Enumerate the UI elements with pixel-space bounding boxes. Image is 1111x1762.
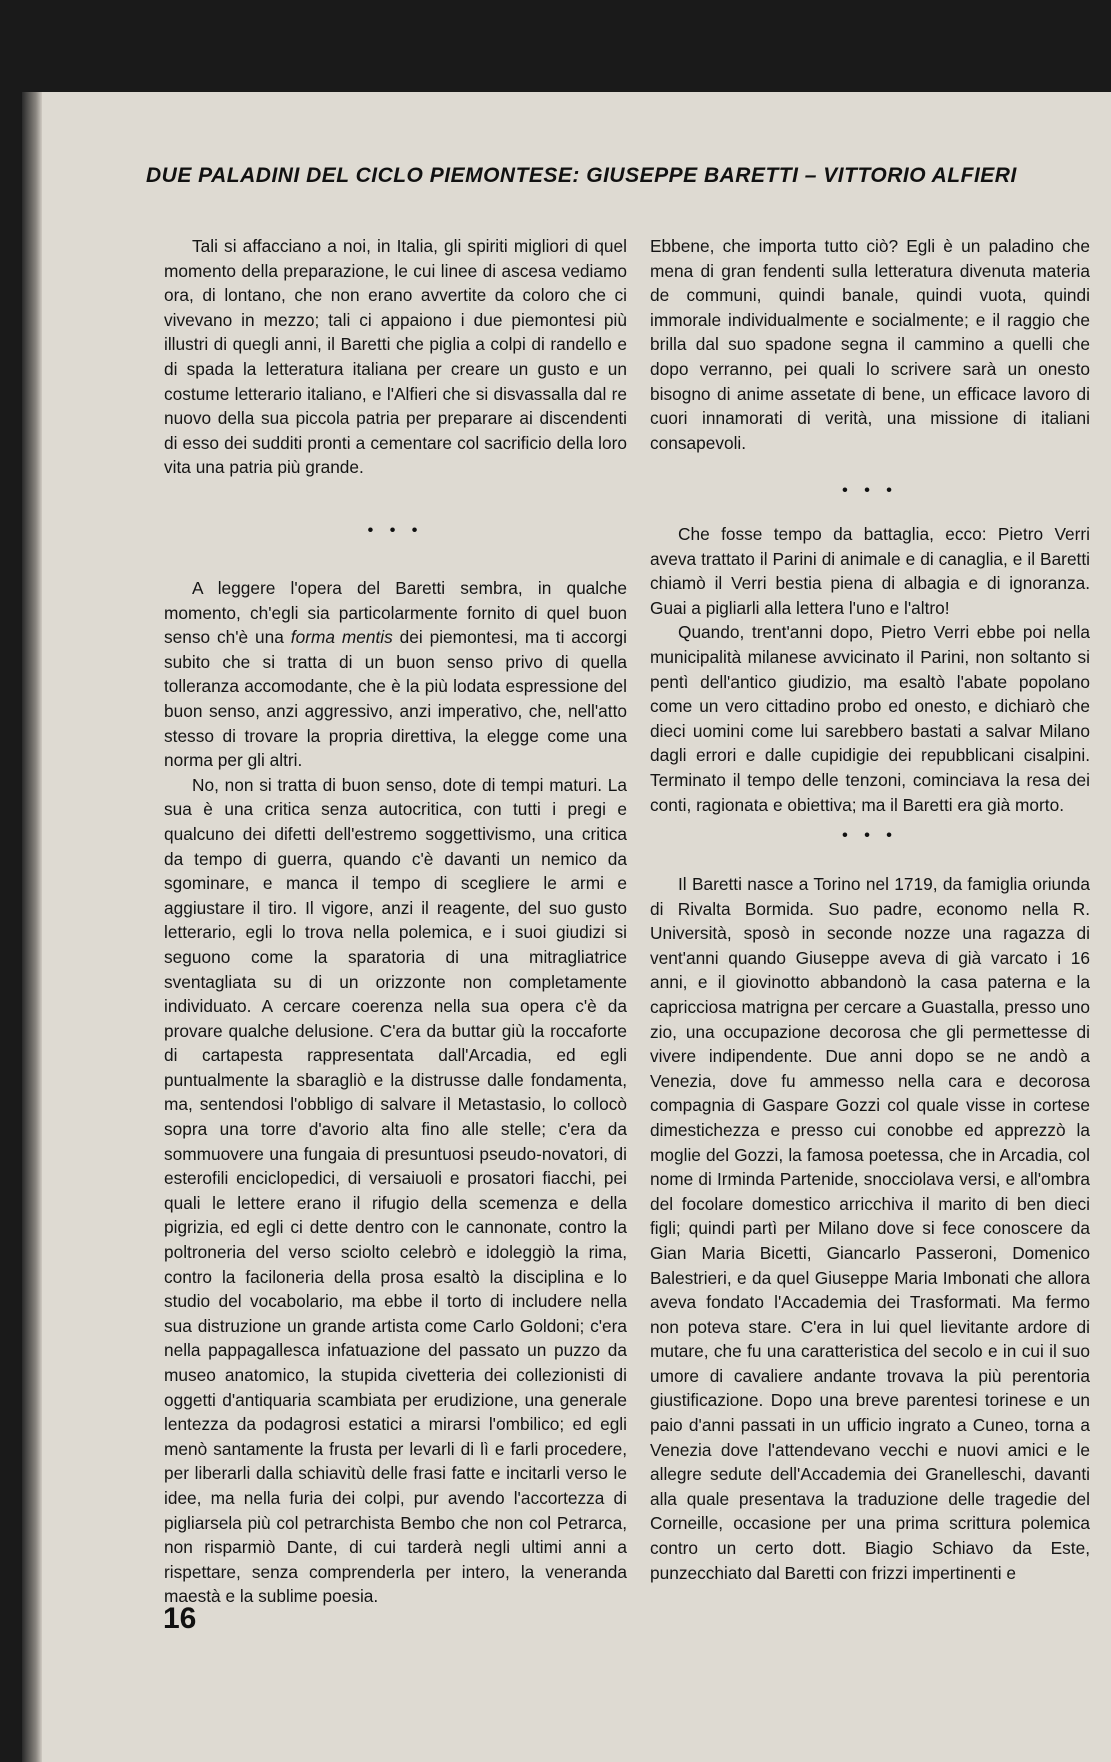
paragraph: No, non si tratta di buon senso, dote di tempi maturi. La sua è una critica senza autocritica, con tutti i pregi e qualcuno dei difetti dell'estremo soggettivismo, una critica da tempo di guerra, quando c'è davanti un nemico da sgominare, e manca il tempo di scegliere le armi e aggiustare il tiro. Il vigore, anzi il reagente, del suo gusto letterario, egli lo trova nella polemica, e i suoi giudizi si seguono come la sparatoria di una mitragliatrice sventagliata su di un orizzonte non completamente individuato. A cercare coerenza nella sua opera c'è da provare qualche delusione. C'era da buttar giù la roccaforte di cartapesta rappresentata dall'Arcadia, ed egli puntualmente la sbaragliò e la distrusse dalle fondamenta, ma, sentendosi l'obbligo di salvare il Metastasio, lo collocò sopra una torre d'avorio alta fino alle stelle; c'era da sommuovere una fungaia di presuntuosi pseudo-novatori, di esterofili enciclopedici, di versaiuoli e prosatori fiacchi, pei quali le lettere erano il rifugio della scemenza e della pigrizia, ed egli ci dette dentro con le cannonate, contro la poltroneria del verso sciolto celebrò e idoleggiò la rima, contro la faciloneria della prosa esaltò la disciplina e lo studio del vocabolario, ma ebbe il torto di includere nella sua distruzione un grande artista come Carlo Goldoni; c'era nella pappagallesca infatuazione del passato un puzzo da museo anatomico, la stupida civetteria dei collezionisti di oggetti d'antiquaria scambiata per erudizione, una generale lentezza da podagrosi estatici a mirarsi l'ombilico; ed egli menò santamente la frusta per levarli di lì e farli procedere, per liberarli dalla schiavitù delle frasi fatte e incitarli verso le idee, ma nella furia dei colpi, pur avendo l'accortezza di pigliarsela più col petrarchista Bembo che non col Petrarca, non risparmiò Dante, di cui tarderà negli ultimi anni a rispettare, senza comprenderla per intero, la veneranda maestà e la sublime poesia. [164, 774, 627, 1607]
right-column-bottom [650, 872, 1090, 1585]
paragraph: Che fosse tempo da battaglia, ecco: Pietro Verri aveva trattato il Parini di animale e di canaglia, e il Baretti chiamò il Verri bestia piena di albagia e di ignoranza. Guai a pigliarli alla lettera l'uno e l'altro! [650, 524, 1090, 618]
left-column-main [164, 576, 627, 1609]
paragraph: Il Baretti nasce a Torino nel 1719, da famiglia oriunda di Rivalta Bormida. Suo padre, economo nella R. Università, sposò in seconde nozze una ragazza di vent'anni quando Giuseppe aveva di già varcato i 16 anni, e il giovinotto abbandonò la casa paterna e la capricciosa matrigna per cercare a Guastalla, presso uno zio, una occupazione decorosa che gli permettesse di vivere indipendente. Due anni dopo se ne andò a Venezia, dove fu ammesso nella cara e decorosa compagnia di Gaspare Gozzi col quale visse in cortese dimestichezza e presso cui conobbe ed apprezzò la moglie del Gozzi, la famosa poetessa, che in Arcadia, col nome di Irminda Partenide, snocciolava versi, e all'ombra del focolare domestico arricchiva il marito di ben dieci figli; quindi partì per Milano dove si fece conoscere da Gian Maria Bicetti, Giancarlo Passeroni, Domenico Balestrieri, e da quel Giuseppe Maria Imbonati che allora aveva fondato l'Accademia dei Trasformati. Ma fermo non poteva stare. C'era in lui quel lievitante ardore di mutare, che fu una caratteristica del secolo e in cui il suo umore di cavaliere andante trovava la più perentoria giustificazione. Dopo una breve parentesi torinese e un paio d'anni passati in un ufficio ingrato a Cuneo, torna a Venezia dove l'attendevano vecchi e nuovi amici e le allegre sedute dell'Accademia dei Granelleschi, davanti alla quale presentava la traduzione delle tragedie del Corneille, occasione per una prima scrittura polemica contro un certo dott. Biagio Schiavo da Este, punzecchiato dal Baretti con frizzi impertinenti e [650, 874, 1090, 1583]
book-page [22, 92, 1111, 1762]
section-separator: • • • [842, 482, 898, 499]
paragraph: Ebbene, che importa tutto ciò? Egli è un paladino che mena di gran fendenti sulla letteratura divenuta materia de communi, quindi banale, quindi vuota, quindi immorale individualmente e socialmente; e il raggio che brilla dal suo spadone segna il cammino a quelli che dopo verranno, pei quali lo scrivere sarà un onesto bisogno di anime assetate di bene, un efficace lavoro di cuori innamorati di verità, una missione di italiani consapevoli. [650, 236, 1090, 453]
paragraph: Quando, trent'anni dopo, Pietro Verri ebbe poi nella municipalità milanese avvicinato il Parini, non soltanto si pentì dell'antico giudizio, ma esaltò l'abate popolano come un vero cittadino probo ed onesto, e dichiarò che dieci uomini come lui sarebbero bastati a salvar Milano dagli errori e dalle cupidigie dei repubblicani cisalpini. Terminato il tempo delle tenzoni, cominciava la resa dei conti, ragionata e obiettiva; ma il Baretti era già morto. [650, 622, 1090, 815]
section-separator: • • • [367, 522, 424, 539]
page-number: 16 [163, 1602, 197, 1635]
section-separator: • • • [842, 827, 898, 844]
right-column-top [650, 234, 1090, 455]
paragraph: Tali si affacciano a noi, in Italia, gli spiriti migliori di quel momento della preparazione, le cui linee di ascesa vediamo ora, di lontano, che non erano avvertite da coloro che ci vivevano in mezzo; tali ci appaiono i due piemontesi più illustri di quegli anni, il Baretti che piglia a colpi di randello e di spada la letteratura italiana per creare un gusto e un costume letterario italiano, e l'Alfieri che si disvassalla dal re nuovo della sua piccola patria per preparare ai discendenti di esso dei sudditi pronti a cementare col sacrificio della loro vita una patria più grande. [164, 236, 627, 478]
running-header: DUE PALADINI DEL CICLO PIEMONTESE: GIUSEPPE BARETTI – VITTORIO ALFIERI [146, 164, 1017, 187]
left-column-top [164, 234, 627, 480]
paragraph: A leggere l'opera del Baretti sembra, in qualche momento, ch'egli sia particolarmente fornito di quel buon senso ch'è una forma mentis dei piemontesi, ma ti accorgi subito che si tratta di un buon senso privo di quella tolleranza accomodante, che è la più lodata espressione del buon senso, anzi aggressivo, anzi imperativo, che, nell'atto stesso di trovare la propria direttiva, la elegge come una norma per gli altri. [164, 578, 628, 771]
page-spine-shadow [22, 92, 42, 1762]
right-column-middle [650, 522, 1090, 817]
